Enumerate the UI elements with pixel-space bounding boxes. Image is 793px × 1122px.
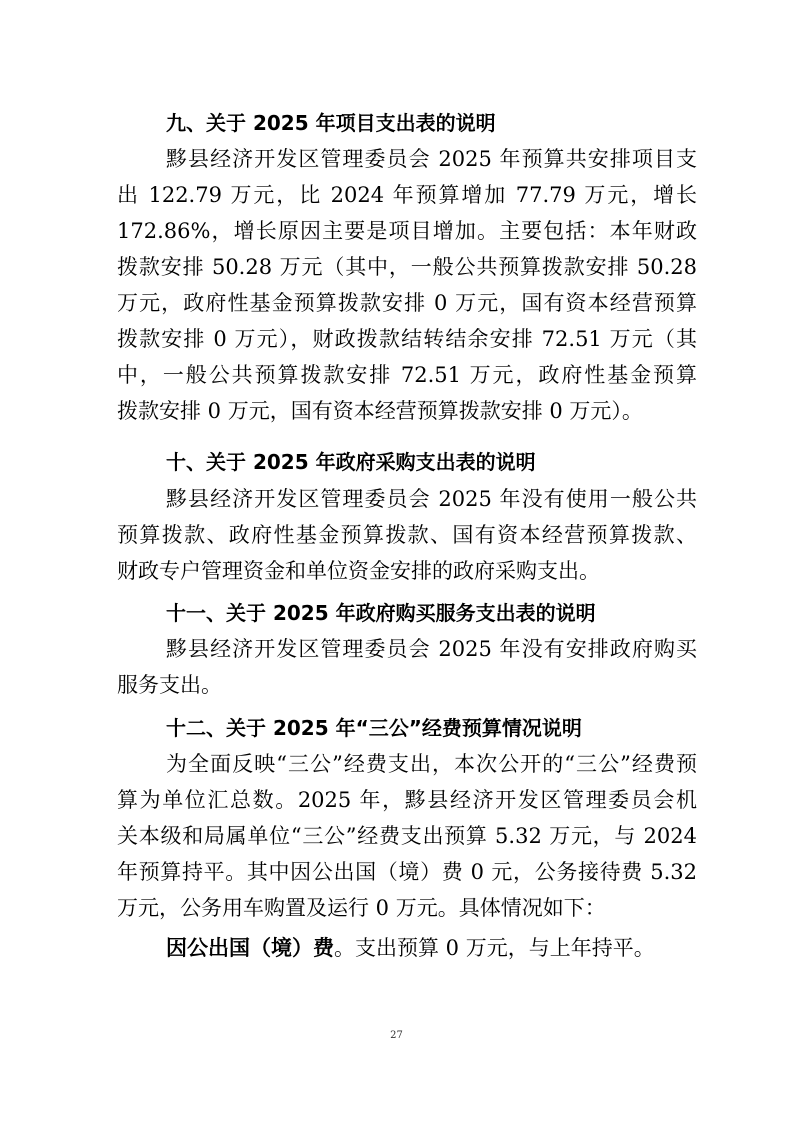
section-heading-purchase-services: 十一、关于 2025 年政府购买服务支出表的说明 xyxy=(166,601,596,625)
paragraph-line: 万元，政府性基金预算拨款安排 0 万元，国有资本经营预算 xyxy=(117,291,697,315)
paragraph-line: 拨款安排 50.28 万元（其中，一般公共预算拨款安排 50.28 xyxy=(117,255,697,279)
paragraph-line: 算为单位汇总数。2025 年，黟县经济开发区管理委员会机 xyxy=(117,788,697,812)
paragraph-line: 预算拨款、政府性基金预算拨款、国有资本经营预算拨款、 xyxy=(117,523,697,547)
section-heading-three-public-expenses: 十二、关于 2025 年“三公”经费预算情况说明 xyxy=(166,716,582,740)
paragraph-line: 拨款安排 0 万元），财政拨款结转结余安排 72.51 万元（其 xyxy=(117,327,697,351)
paragraph-line: 服务支出。 xyxy=(117,673,222,697)
paragraph-line: 年预算持平。其中因公出国（境）费 0 元，公务接待费 5.32 xyxy=(117,860,697,884)
paragraph-line: 为全面反映“三公”经费支出，本次公开的“三公”经费预 xyxy=(166,752,697,776)
section-heading-government-procurement: 十、关于 2025 年政府采购支出表的说明 xyxy=(166,450,536,474)
paragraph-line: 黟县经济开发区管理委员会 2025 年没有使用一般公共 xyxy=(166,487,697,511)
overseas-expense-label: 因公出国（境）费 xyxy=(166,936,334,960)
paragraph-line: 172.86%，增长原因主要是项目增加。主要包括：本年财政 xyxy=(117,219,697,243)
paragraph-line-overseas-expense xyxy=(166,930,655,966)
paragraph-line: 拨款安排 0 万元，国有资本经营预算拨款安排 0 万元）。 xyxy=(117,399,643,423)
paragraph-line: 中，一般公共预算拨款安排 72.51 万元，政府性基金预算 xyxy=(117,363,697,387)
paragraph-line: 关本级和局属单位“三公”经费支出预算 5.32 万元，与 2024 xyxy=(117,824,697,848)
overseas-expense-text: 。支出预算 0 万元，与上年持平。 xyxy=(334,936,655,960)
paragraph-line: 黟县经济开发区管理委员会 2025 年预算共安排项目支 xyxy=(166,147,697,171)
paragraph-line: 黟县经济开发区管理委员会 2025 年没有安排政府购买 xyxy=(166,637,697,661)
paragraph-line: 出 122.79 万元，比 2024 年预算增加 77.79 万元，增长 xyxy=(117,183,697,207)
paragraph-line: 万元，公务用车购置及运行 0 万元。具体情况如下： xyxy=(117,896,606,920)
paragraph-line: 财政专户管理资金和单位资金安排的政府采购支出。 xyxy=(117,559,600,583)
page-number: 27 xyxy=(390,1030,403,1041)
section-heading-project-expenditure: 九、关于 2025 年项目支出表的说明 xyxy=(166,111,496,135)
